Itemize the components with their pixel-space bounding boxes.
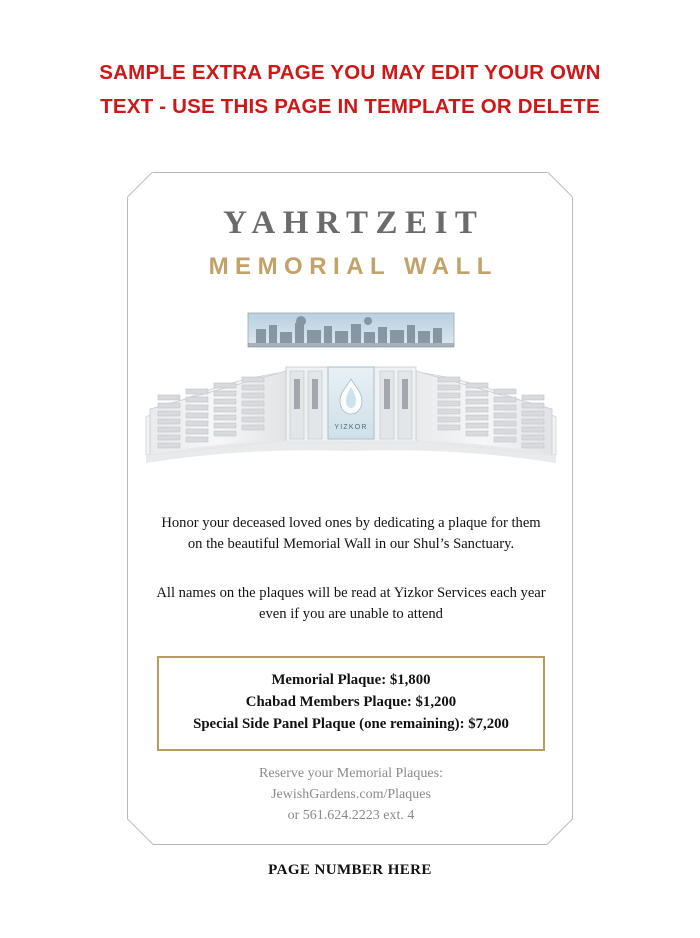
corner-notch-bottom-left bbox=[127, 819, 153, 845]
paragraph-honor: Honor your deceased loved ones by dedicating a plaque for them on the beautiful Memorial Wall in our Shul’s Sanctuary. bbox=[161, 515, 541, 552]
price-special-side-panel-plaque: Special Side Panel Plaque (one remaining): $7,200 bbox=[193, 716, 509, 733]
paragraph-yizkor: All names on the plaques will be read at Yizkor Services each year even if you are unable to attend bbox=[156, 585, 546, 622]
flyer-card bbox=[127, 172, 573, 845]
svg-text:YIZKOR: YIZKOR bbox=[334, 424, 368, 431]
instruction-banner bbox=[0, 56, 700, 124]
reserve-line-heading: Reserve your Memorial Plaques: bbox=[259, 766, 443, 781]
page-number-placeholder: PAGE NUMBER HERE bbox=[268, 862, 432, 878]
price-chabad-members-plaque: Chabad Members Plaque: $1,200 bbox=[245, 694, 457, 711]
reserve-line-website[interactable]: JewishGardens.com/Plaques bbox=[271, 787, 431, 802]
banner-line-1: SAMPLE EXTRA PAGE YOU MAY EDIT YOUR OWN bbox=[99, 61, 601, 84]
corner-notch-bottom-right bbox=[547, 819, 573, 845]
price-memorial-plaque: Memorial Plaque: $1,800 bbox=[271, 672, 431, 688]
reserve-line-phone: or 561.624.2223 ext. 4 bbox=[287, 808, 415, 823]
flyer-title: YAHRTZEIT bbox=[223, 205, 485, 241]
banner-line-2: TEXT - USE THIS PAGE IN TEMPLATE OR DELETE bbox=[100, 94, 600, 118]
memorial-wall-photo bbox=[136, 305, 566, 491]
pricing-box bbox=[157, 656, 545, 751]
flyer-subtitle: MEMORIAL WALL bbox=[208, 253, 498, 280]
corner-notch-top-right bbox=[547, 172, 573, 198]
corner-notch-top-left bbox=[127, 172, 153, 198]
reserve-contact-block bbox=[168, 763, 534, 826]
